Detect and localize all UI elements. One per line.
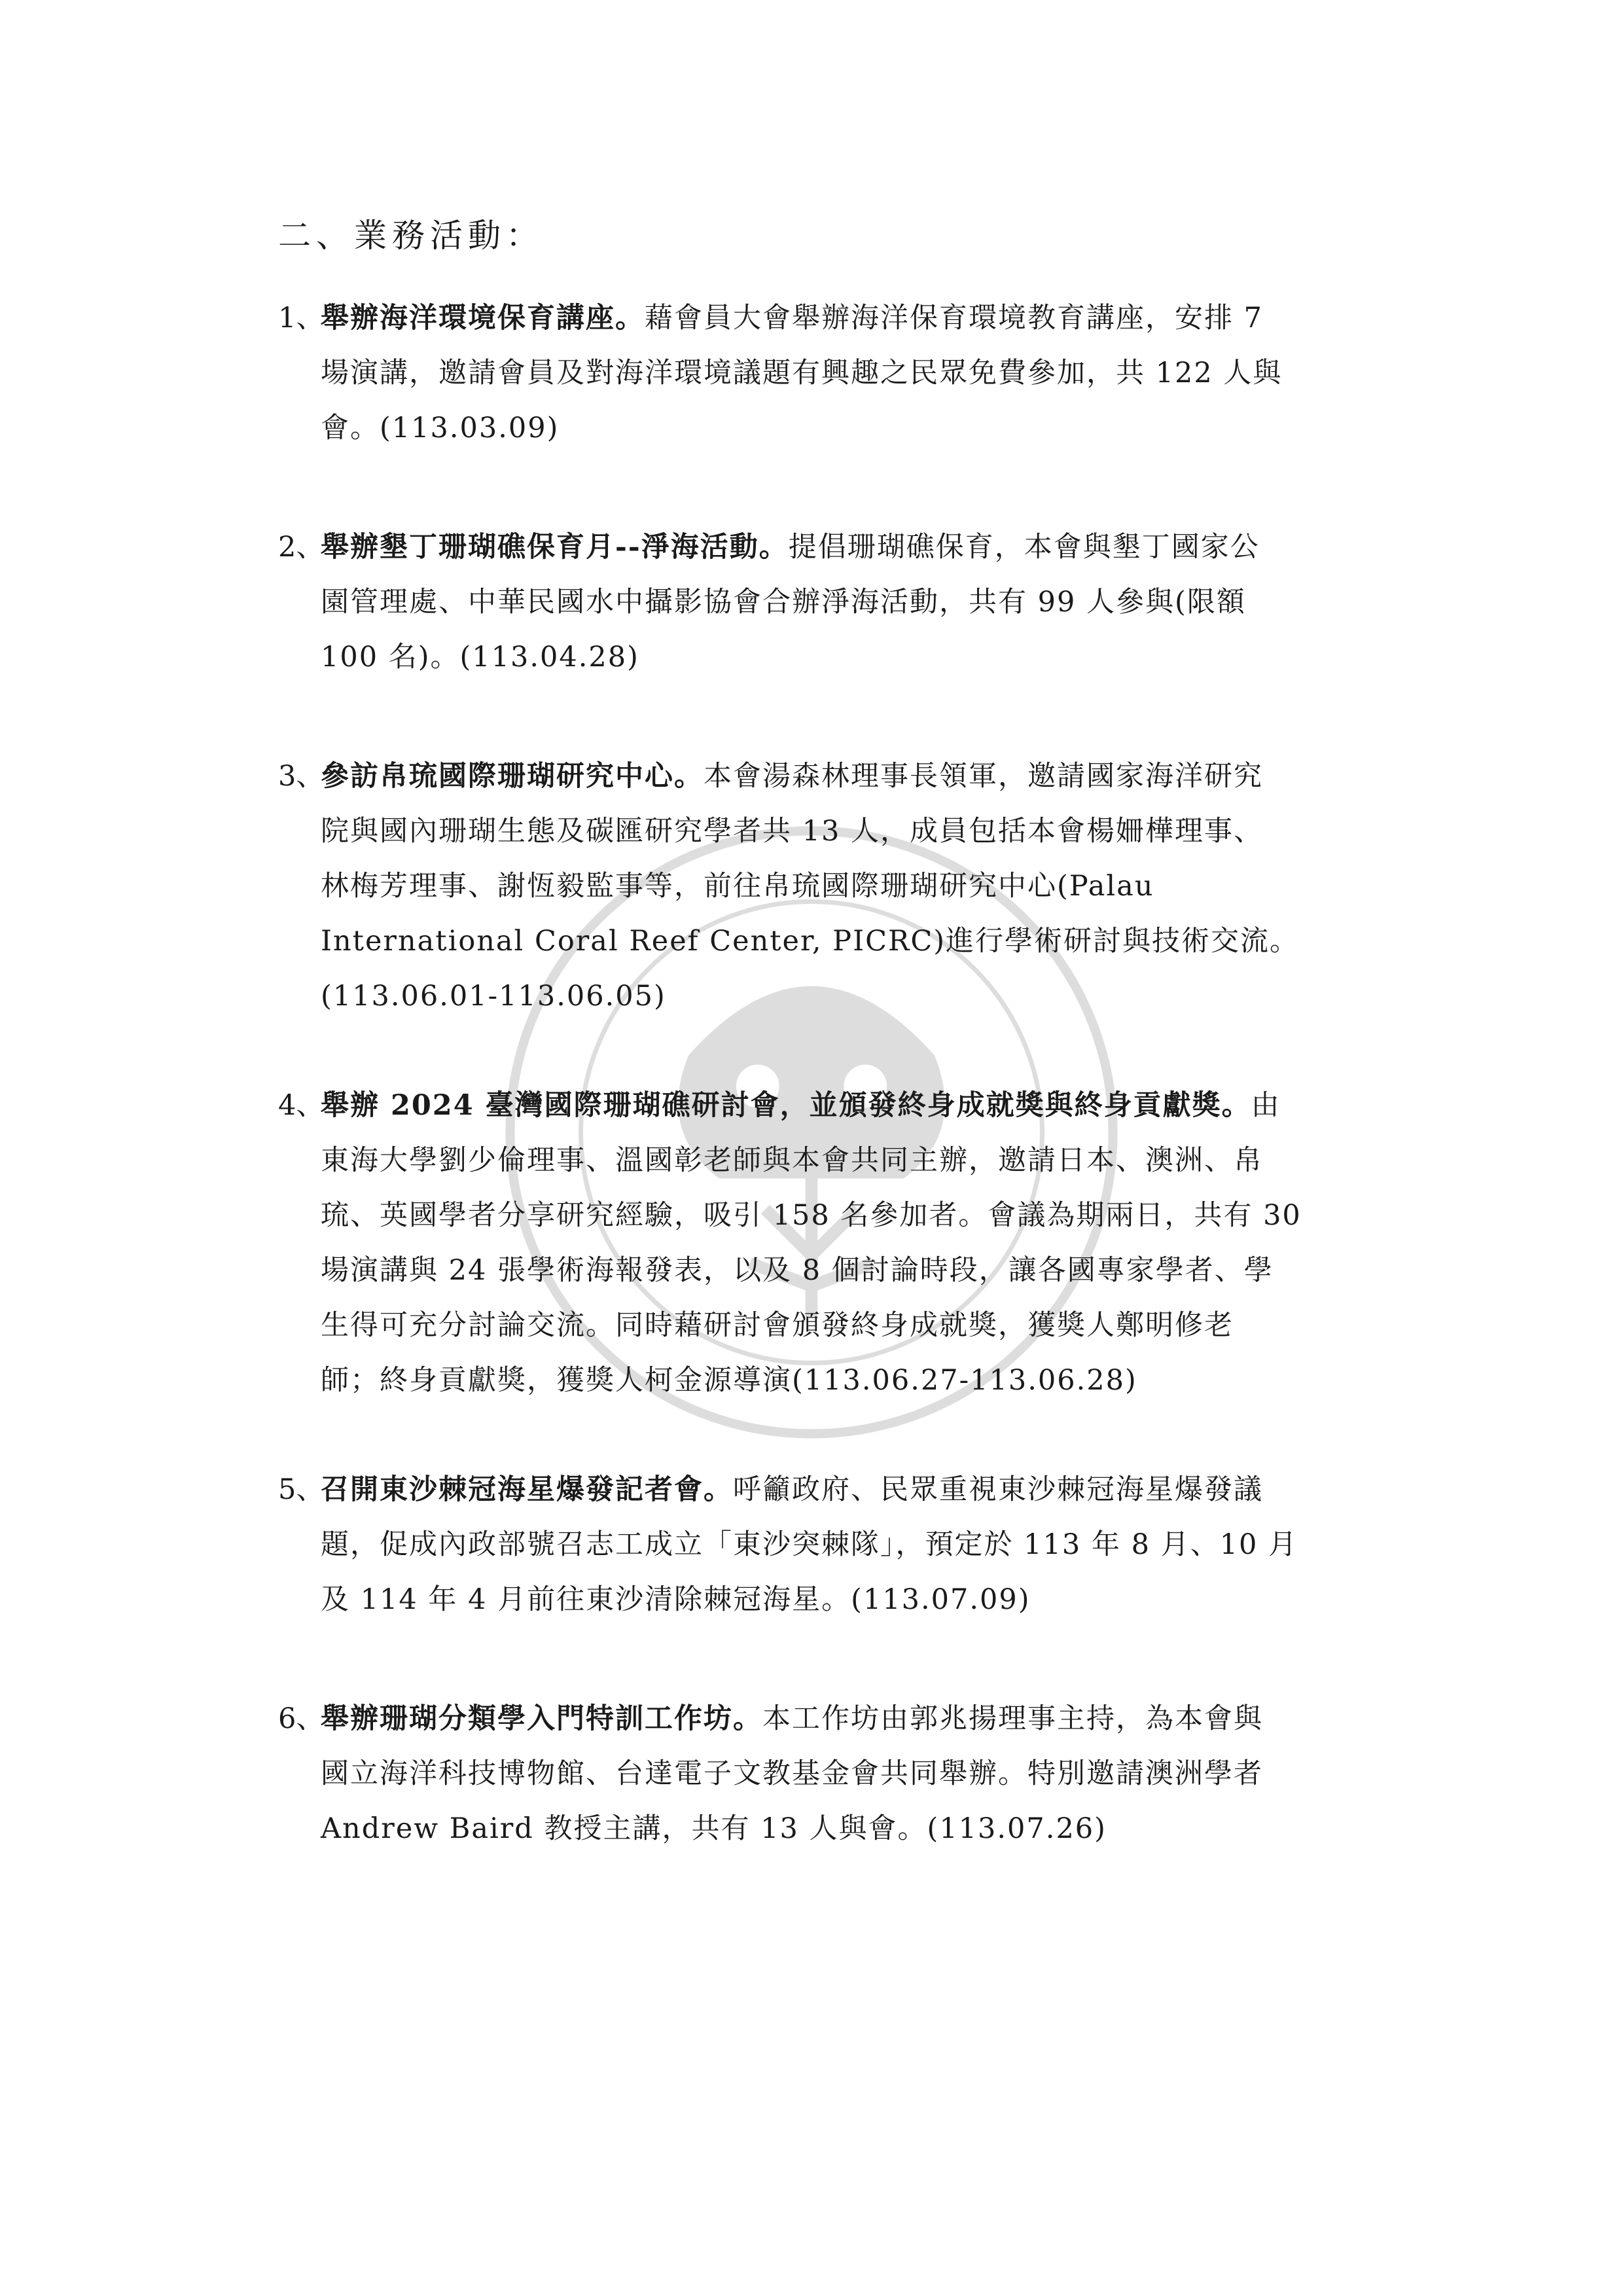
- activity-item-line: 場演講，邀請會員及對海洋環境議題有興趣之民眾免費參加，共 122 人與: [321, 357, 1283, 389]
- activity-item-4: [278, 1089, 1378, 1422]
- activity-item-line: 及 114 年 4 月前往東沙清除棘冠海星。(113.07.09): [321, 1583, 1031, 1616]
- activity-item-line: (113.06.01-113.06.05): [321, 980, 666, 1013]
- item-text: 呼籲政府、民眾重視東沙棘冠海星爆發議: [733, 1473, 1263, 1506]
- activity-item-line: 琉、英國學者分享研究經驗，吸引 158 名參加者。會議為期兩日，共有 30: [321, 1199, 1302, 1232]
- item-title: 召開東沙棘冠海星爆發記者會。: [321, 1473, 733, 1506]
- item-title: 舉辦珊瑚分類學入門特訓工作坊。: [321, 1702, 762, 1735]
- item-title: 參訪帛琉國際珊瑚研究中心。: [321, 760, 704, 793]
- item-text: 提倡珊瑚礁保育，本會與墾丁國家公: [788, 531, 1260, 564]
- item-title: 舉辦墾丁珊瑚礁保育月--淨海活動。: [321, 531, 789, 564]
- activity-item-6: [278, 1702, 1378, 1870]
- activity-item-line: [278, 533, 1378, 588]
- activity-item-line: [278, 1702, 1378, 1760]
- item-number: 3、: [278, 760, 325, 793]
- item-text: 本會湯森林理事長領軍，邀請國家海洋研究: [704, 760, 1263, 793]
- item-number: 1、: [278, 302, 325, 334]
- activity-item-2: [278, 533, 1378, 698]
- item-number: 6、: [278, 1702, 325, 1735]
- activity-item-line: 國立海洋科技博物館、台達電子文教基金會共同舉辦。特別邀請澳洲學者: [321, 1757, 1263, 1790]
- activity-item-line: 園管理處、中華民國水中攝影協會合辦淨海活動，共有 99 人參與(限額: [321, 586, 1246, 619]
- activity-item-3: [278, 762, 1378, 1037]
- activity-item-line: 題，促成內政部號召志工成立「東沙突棘隊」，預定於 113 年 8 月、10 月: [321, 1528, 1298, 1561]
- activity-item-line: Andrew Baird 教授主講，共有 13 人與會。(113.07.26): [321, 1812, 1107, 1845]
- activity-item-line: 會。(113.03.09): [321, 412, 560, 444]
- item-text: 由: [1251, 1089, 1281, 1122]
- activity-item-line: [278, 762, 1378, 817]
- item-title: 舉辦 2024 臺灣國際珊瑚礁研討會，並頒發終身成就獎與終身貢獻獎。: [321, 1089, 1251, 1122]
- activity-item-line: [278, 1089, 1378, 1147]
- item-number: 5、: [278, 1473, 325, 1506]
- item-title: 舉辦海洋環境保育講座。: [321, 302, 645, 334]
- activity-item-line: 100 名)。(113.04.28): [321, 641, 639, 673]
- activity-item-line: 場演講與 24 張學術海報發表，以及 8 個討論時段，讓各國專家學者、學: [321, 1254, 1274, 1287]
- activity-item-line: International Coral Reef Center, PICRC)進行學術研討與技術交流。: [321, 925, 1300, 958]
- item-text: 本工作坊由郭兆揚理事主持，為本會與: [762, 1702, 1263, 1735]
- activity-item-line: 師；終身貢獻獎，獲獎人柯金源導演(113.06.27-113.06.28): [321, 1364, 1137, 1397]
- activity-item-1: [278, 304, 1378, 469]
- activity-item-line: [278, 304, 1378, 359]
- item-number: 2、: [278, 531, 325, 564]
- activity-item-line: 院與國內珊瑚生態及碳匯研究學者共 13 人，成員包括本會楊姍樺理事、: [321, 815, 1264, 848]
- activity-item-line: 林梅芳理事、謝恆毅監事等，前往帛琉國際珊瑚研究中心(Palau: [321, 870, 1154, 903]
- item-text: 藉會員大會舉辦海洋保育環境教育講座，安排 7: [645, 302, 1264, 334]
- activity-item-5: [278, 1473, 1378, 1641]
- activity-item-line: 東海大學劉少倫理事、溫國彰老師與本會共同主辦，邀請日本、澳洲、帛: [321, 1144, 1263, 1177]
- activity-item-line: [278, 1473, 1378, 1531]
- item-number: 4、: [278, 1089, 325, 1122]
- activity-item-line: 生得可充分討論交流。同時藉研討會頒發終身成就獎，獲獎人鄭明修老: [321, 1309, 1234, 1342]
- section-heading: 二、業務活動：: [278, 217, 544, 255]
